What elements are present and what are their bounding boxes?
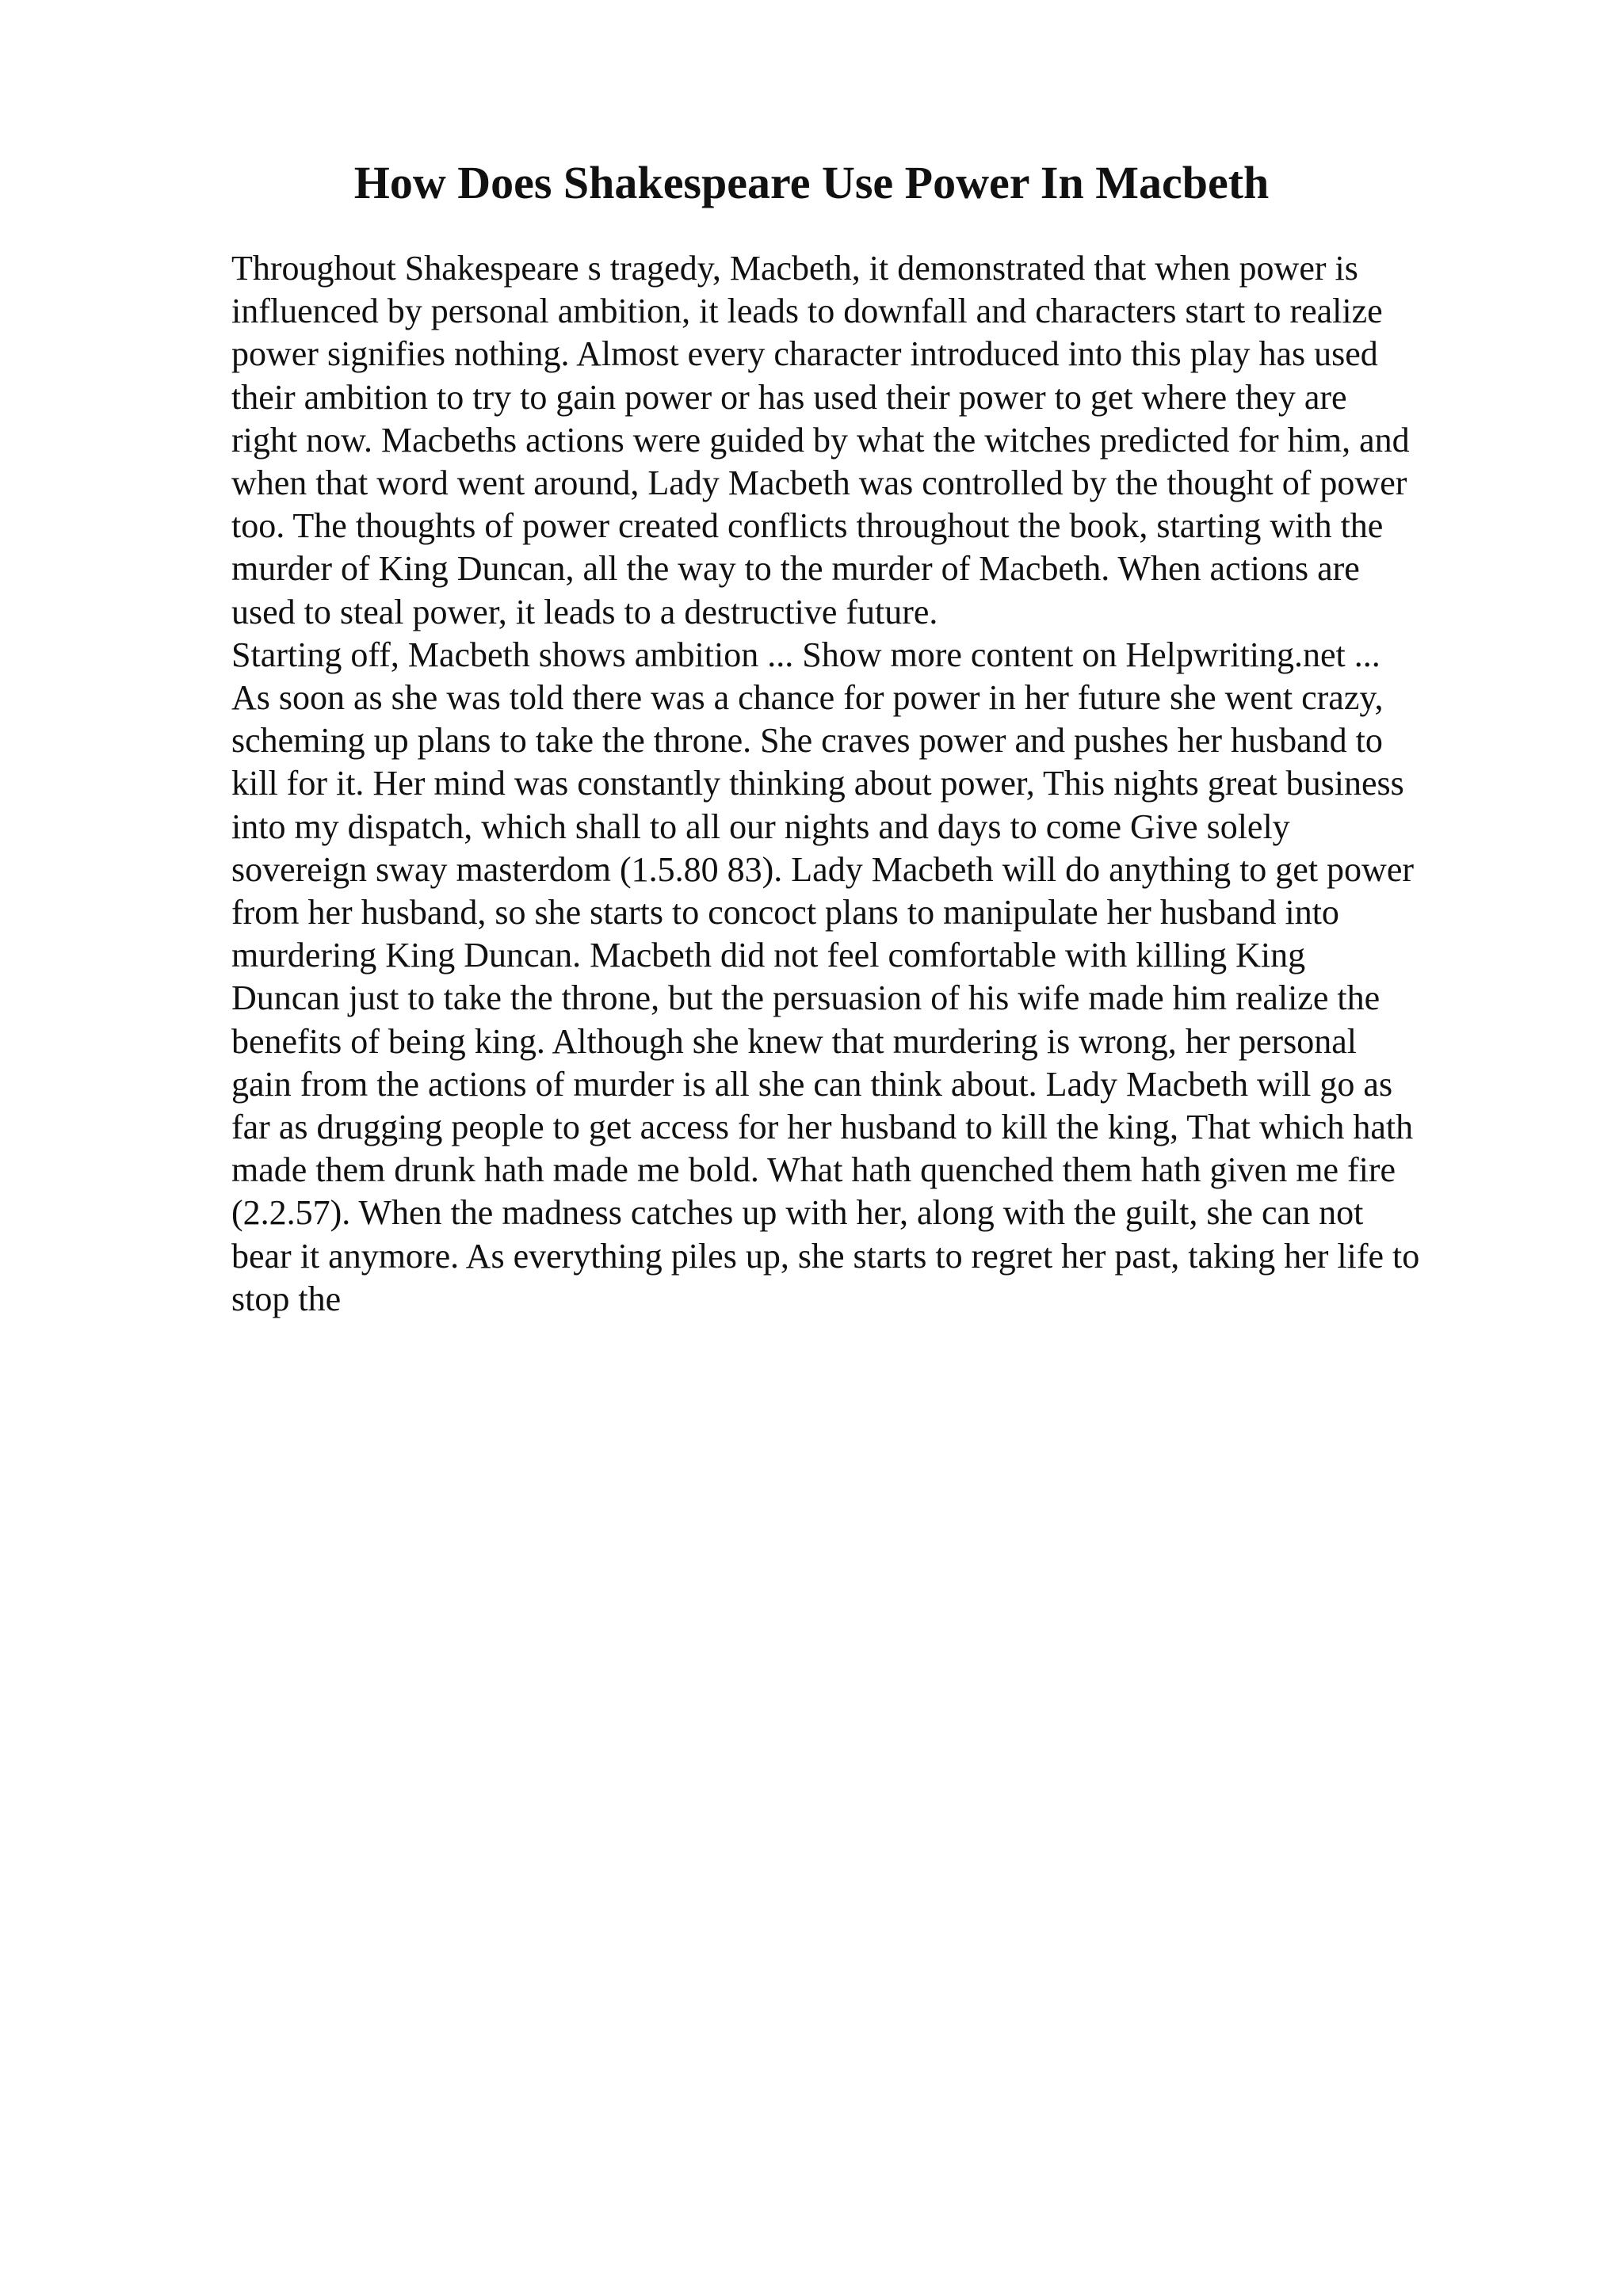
text-line: murdering King Duncan. Macbeth did not feel comfortable with killing King [231,936,1306,975]
text-line: right now. Macbeths actions were guided by what the witches predicted for him, and [231,420,1410,460]
text-line: benefits of being king. Although she knew that murdering is wrong, her personal [231,1021,1357,1061]
text-line: murder of King Duncan, all the way to the murder of Macbeth. When actions are [231,549,1360,589]
text-line: (2.2.57). When the madness catches up with her, along with the guilt, she can not [231,1193,1364,1233]
text-line: sovereign sway masterdom (1.5.80 83). Lady Macbeth will do anything to get power [231,849,1415,889]
text-line: Duncan just to take the throne, but the persuasion of his wife made him realize the [231,978,1381,1018]
text-line: into my dispatch, which shall to all our nights and days to come Give solely [231,807,1290,846]
text-line: when that word went around, Lady Macbeth was controlled by the thought of power [231,463,1407,503]
text-line: scheming up plans to take the throne. She craves power and pushes her husband to [231,721,1383,761]
body-text [231,247,1523,1321]
text-line: their ambition to try to gain power or has used their power to get where they are [231,377,1347,417]
text-line: used to steal power, it leads to a destructive future. [231,592,938,631]
text-line: far as drugging people to get access for her husband to kill the king, That which hath [231,1108,1414,1147]
text-line: gain from the actions of murder is all she can think about. Lady Macbeth will go as [231,1064,1393,1104]
text-line: made them drunk hath made me bold. What hath quenched them hath given me fire [231,1150,1396,1190]
text-line: Starting off, Macbeth shows ambition ... Show more content on Helpwriting.net ... [231,635,1381,674]
text-line: As soon as she was told there was a chance for power in her future she went crazy, [231,678,1384,718]
text-line: kill for it. Her mind was constantly thinking about power, This nights great business [231,764,1404,803]
text-line: too. The thoughts of power created conflicts throughout the book, starting with the [231,506,1384,546]
text-line: influenced by personal ambition, it leads to downfall and characters start to realize [231,292,1383,331]
text-line: Throughout Shakespeare s tragedy, Macbeth, it demonstrated that when power is [231,249,1358,288]
text-line: from her husband, so she starts to concoct plans to manipulate her husband into [231,893,1339,933]
page-title: How Does Shakespeare Use Power In Macbeth [353,157,1270,208]
text-line: bear it anymore. As everything piles up, she starts to regret her past, taking her life to [231,1236,1420,1276]
text-line: power signifies nothing. Almost every character introduced into this play has used [231,334,1378,374]
text-line: stop the [231,1279,342,1318]
